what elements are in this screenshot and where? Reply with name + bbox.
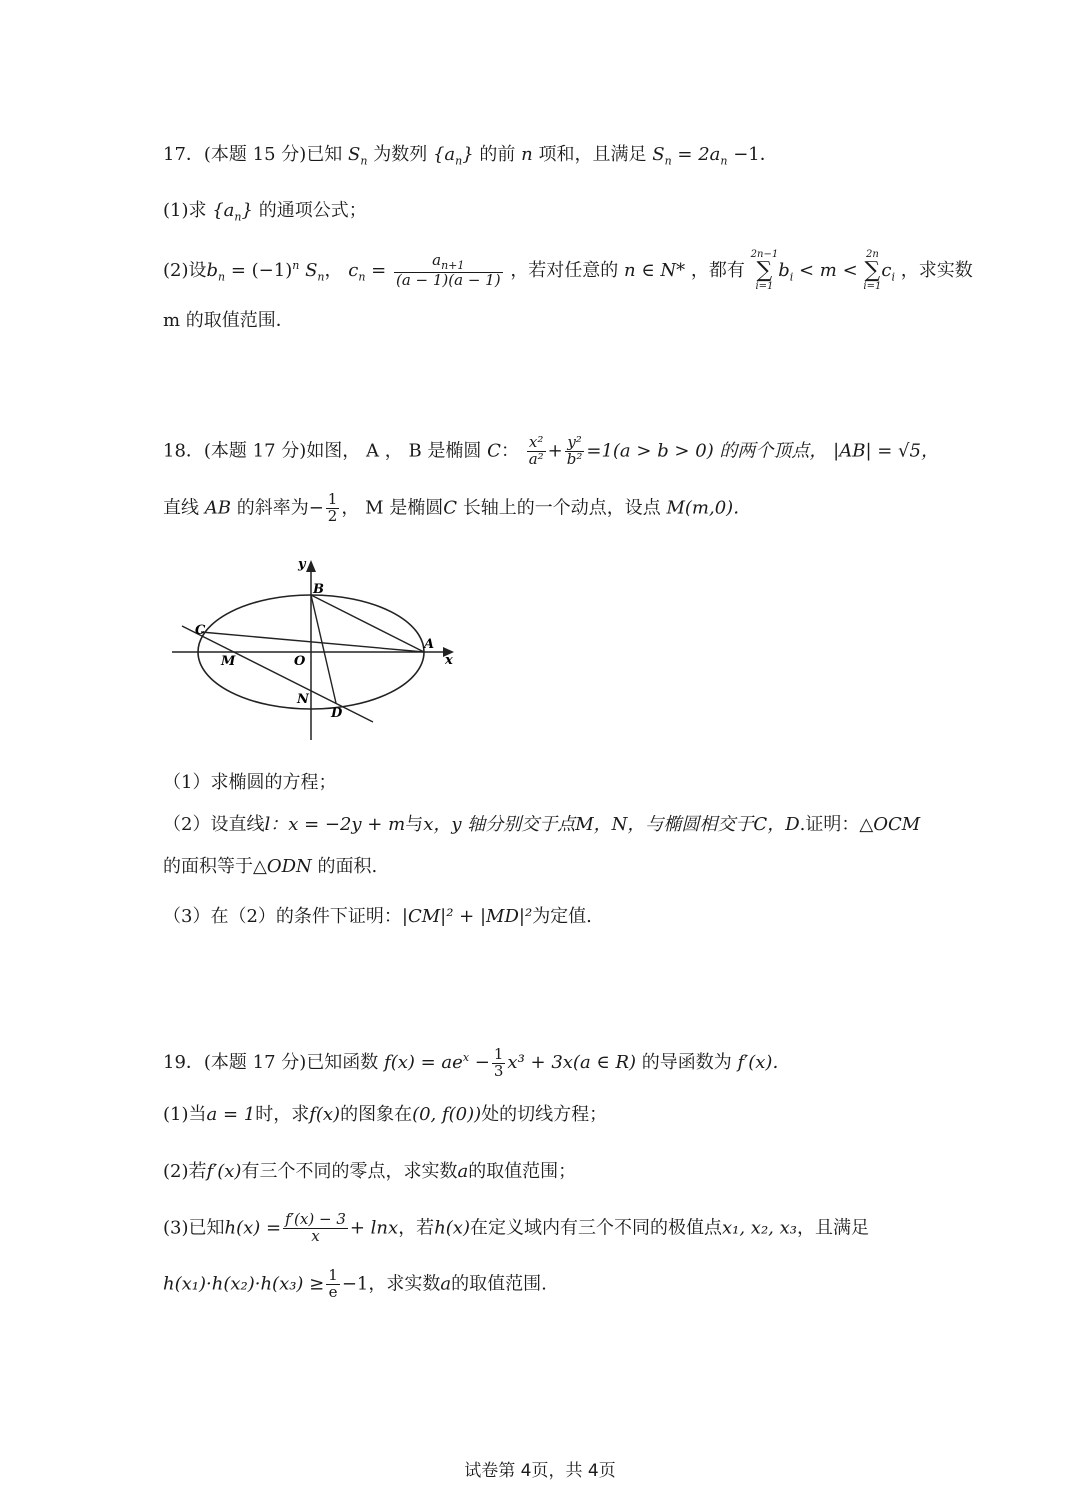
q19-p1-pt: (0, f(0)) — [412, 1104, 482, 1125]
q19-rest: x³ + 3x(a ∈ R) — [507, 1052, 637, 1073]
q18-line2-b: 的斜率为 — [236, 497, 309, 519]
q19-p3-h: h(x) = — [224, 1217, 282, 1239]
segment-bd — [311, 595, 336, 703]
q17-sum1-top: 2n−1 — [750, 249, 779, 260]
q17-formula: = 2a — [677, 144, 721, 165]
q19-frac: $\frac{1}{3}$ — [493, 1044, 504, 1080]
q19-p1-text: 时，求 — [255, 1104, 310, 1125]
q17-sum1 — [751, 250, 779, 292]
q18-line2-c: ， M 是椭圆 — [341, 497, 444, 519]
q18-part3 — [163, 902, 592, 932]
q17-p1-text: 的通项公式； — [258, 200, 367, 221]
label-m: M — [221, 654, 236, 669]
q17-number: 17． — [163, 144, 204, 165]
sigma-icon: ∑ — [864, 258, 881, 283]
q17-sn: $S_n$ — [348, 144, 368, 168]
q18-part2-line2 — [163, 852, 377, 882]
q19-p1-text2: 的图象在 — [340, 1104, 413, 1125]
q18-p2-e: C，D — [753, 814, 800, 835]
q19-part1 — [163, 1100, 607, 1130]
q19-part2 — [163, 1157, 576, 1187]
q17-ci: $c_i$ — [881, 260, 895, 284]
q18-line2-a: 直线 — [163, 497, 199, 519]
q17-text-a: 为数列 — [373, 144, 428, 165]
q18-curve-2: C — [443, 497, 457, 519]
q17-sum2-bot: i=1 — [863, 281, 882, 292]
q19-number: 19． — [163, 1052, 204, 1073]
q18-line2-d: 长轴上的一个动点，设点 — [462, 497, 661, 519]
q17-p2-frac-den: (a − 1)(a − 1) — [395, 270, 501, 289]
q17-sum2 — [863, 250, 881, 292]
q17-p2-b: b — [206, 260, 219, 281]
q19-p1-a: a = 1 — [206, 1104, 256, 1125]
label-o: O — [294, 654, 306, 669]
label-n: N — [297, 692, 309, 707]
q18-p2-b: 与 — [405, 814, 424, 835]
q19-p3-pts: x₁, x₂, x₃ — [721, 1217, 797, 1239]
q17-intro: 已知 — [306, 144, 343, 165]
q18-curve: C — [487, 440, 501, 462]
q19-intro: 已知函数 — [306, 1052, 379, 1073]
q18-p3-a: （3）在（2）的条件下证明： — [163, 906, 402, 927]
q17-p1-seq: $\{a_n\}$ — [212, 200, 253, 224]
q19-minus: − — [474, 1052, 490, 1073]
q17-p2-ask: ，求实数 — [900, 260, 973, 281]
q17-p2-cn: $c_n$ = — [348, 260, 387, 284]
q18-number: 18． — [163, 440, 204, 462]
q19-p2-f: f′(x) — [206, 1161, 242, 1182]
q19-p3-line2-a: a — [440, 1273, 452, 1295]
label-b: B — [313, 582, 324, 597]
q18-intro: 如图， A ， B 是椭圆 — [306, 440, 482, 462]
q19-p1-f: f(x) — [309, 1104, 341, 1125]
q18-slope: $\frac{1}{2}$ — [327, 490, 338, 525]
q19-p2-text2: 的取值范围； — [468, 1161, 577, 1182]
q19-p3-text2: 在定义域内有三个不同的极值点 — [469, 1217, 722, 1239]
q19-p2-label: (2)若 — [163, 1161, 207, 1182]
q18-p2-line2: 的面积等于△ — [163, 856, 267, 877]
q17-p2-all: ，都有 — [690, 260, 745, 281]
q19-part3 — [163, 1212, 869, 1245]
q17-an-seq: $\{a_n\}$ — [432, 144, 474, 168]
ellipse-figure — [168, 555, 468, 750]
q19-fx: f(x) = ae — [384, 1052, 463, 1073]
q17-p2-cond: ，若对任意的 — [510, 260, 619, 281]
q18-colon: ： — [500, 440, 519, 462]
q17-part2-line2: m 的取值范围． — [163, 310, 294, 331]
q18-point: M(m,0)． — [666, 497, 752, 519]
q17-part2: (2)设$b_n = (-1)^n$ $S_n$， $c_n$ = $\frac{a_{n+1}}{(a - 1)(a - 1)}$ ，若对任意的 n ∈ N* ，都有 2n−1 ∑ i=1 $b_i < m$ < 2n ∑ i=1 $c_i$ ，求实数 — [163, 249, 973, 292]
line-l — [182, 626, 373, 722]
q17-p2-lt: < m < — [798, 260, 858, 281]
q19-fprime: f′(x)． — [737, 1052, 791, 1073]
q18-frac-y: $\frac{\text{y²}}{\text{b²}}$ — [566, 433, 583, 468]
q19-score: (本题 17 分) — [203, 1052, 307, 1073]
q19-p3-text3: ，且满足 — [796, 1217, 869, 1239]
q19-p3-label: (3)已知 — [163, 1217, 225, 1239]
q17-text-c: 项和，且满足 — [538, 144, 647, 165]
q19-p2-text: 有三个不同的零点，求实数 — [241, 1161, 458, 1182]
q17-p2-frac-num: $a_{n+1}$ — [394, 253, 503, 273]
q19-text: 的导函数为 — [641, 1052, 732, 1073]
q19-p2-a: a — [457, 1161, 469, 1182]
q19-p3-text: ，若 — [398, 1217, 435, 1239]
q17-sum1-bot: i=1 — [755, 281, 774, 292]
q19-line1: 19．(本题 17 分)已知函数 $f(x) = ae^x$ − $\frac{1}{3}$ x³ + 3x(a ∈ R) 的导函数为 f′(x)． — [163, 1044, 791, 1080]
q17-p2-label: (2)设 — [163, 260, 207, 281]
q19-part3-line2 — [163, 1268, 547, 1301]
label-x: x — [445, 653, 453, 668]
q17-p2-fraction — [394, 253, 503, 288]
label-c: C — [195, 623, 206, 638]
q18-p2-g: △OCM — [859, 814, 921, 835]
q17-formula-s: $S_n$ — [652, 144, 672, 168]
ellipse-diagram — [168, 555, 468, 750]
label-y: y — [298, 557, 306, 572]
q17-n: n — [521, 144, 533, 165]
q18-p2-odn: ODN — [266, 856, 312, 877]
q19-p1-text3: 处的切线方程； — [481, 1104, 608, 1125]
q18-score: (本题 17 分) — [203, 440, 307, 462]
q17-sum2-top: 2n — [865, 249, 879, 260]
q17-text-b: 的前 — [479, 144, 516, 165]
q18-p2-c: x，y 轴分别交于点 — [423, 814, 576, 835]
q18-p3-b: 为定值. — [532, 906, 592, 927]
q17-p1-label: (1)求 — [163, 200, 207, 221]
q19-p3-line2-expr: h(x₁)·h(x₂)·h(x₃) ≥ — [163, 1273, 325, 1295]
q18-part2 — [163, 810, 920, 840]
q17-p2-c-lead: ， — [324, 260, 343, 281]
q17-p2-n: n ∈ N* — [624, 260, 686, 281]
q17-p2-bdef: = (−1) — [230, 260, 293, 281]
q19-p3-line2-text: 求实数 — [386, 1273, 441, 1295]
q18-ab: |AB| = √5， — [833, 440, 939, 462]
q19-p3-frac: $\frac{f'(x) - 3}{x}$ — [285, 1210, 346, 1245]
q18-p3-expr: |CM|² + |MD|² — [401, 906, 533, 927]
q18-frac-x: $\frac{\text{x²}}{\text{a²}}$ — [528, 433, 544, 468]
q18-p2-line: l：x = −2y + m — [264, 814, 406, 835]
q18-p2-a: （2）设直线 — [163, 814, 265, 835]
q19-p3-line2-tail: −1， — [341, 1273, 387, 1295]
q17-line1: 17．(本题 15 分)已知 $S_n$ 为数列 $\{a_n\}$ 的前 n 项和，且满足 $S_n = 2a_n -1$． — [163, 144, 778, 168]
q17-bi: $b_i$ — [778, 260, 794, 284]
q18-p2-line2-tail: 的面积. — [311, 856, 378, 877]
sigma-icon: ∑ — [756, 258, 773, 283]
q19-p3-line2-frac: $\frac{1}{e}$ — [328, 1266, 338, 1301]
q19-p3-tail: + lnx — [349, 1217, 399, 1239]
label-d: D — [331, 706, 343, 721]
q19-p3-h2: h(x) — [434, 1217, 470, 1239]
q17-p2-sn: $S_n$ — [305, 260, 325, 284]
q18-line1: 18．(本题 17 分)如图， A ， B 是椭圆 C： $\frac{\text{x²}}{\text{a²}}$ + $\frac{\text{y²}}{\text{b²}}$ =1(a > b > 0) 的两个顶点， |AB| = √5， — [163, 433, 939, 468]
q18-eq-tail: =1(a > b > 0) 的两个顶点， — [586, 440, 828, 462]
q18-p2-f: .证明： — [799, 814, 860, 835]
q17-part1 — [163, 196, 367, 233]
q17-score: (本题 15 分) — [203, 144, 307, 165]
label-a: A — [424, 637, 435, 652]
page-footer: 试卷第 4页，共 4页 — [464, 1461, 616, 1481]
q19-p3-line2-end: 的取值范围. — [451, 1273, 547, 1295]
q19-p1-label: (1)当 — [163, 1104, 207, 1125]
q18-p2-d: M，N，与椭圆相交于 — [575, 814, 754, 835]
q17-tail: −1． — [733, 144, 778, 165]
q18-line2: 直线 AB 的斜率为− $\frac{1}{2}$ ， M 是椭圆C 长轴上的一个动点，设点 M(m,0)． — [163, 490, 752, 525]
q18-line2-ab: AB — [204, 497, 231, 519]
y-axis-arrow-icon — [306, 560, 316, 572]
q18-part1: （1）求椭圆的方程； — [163, 772, 337, 793]
